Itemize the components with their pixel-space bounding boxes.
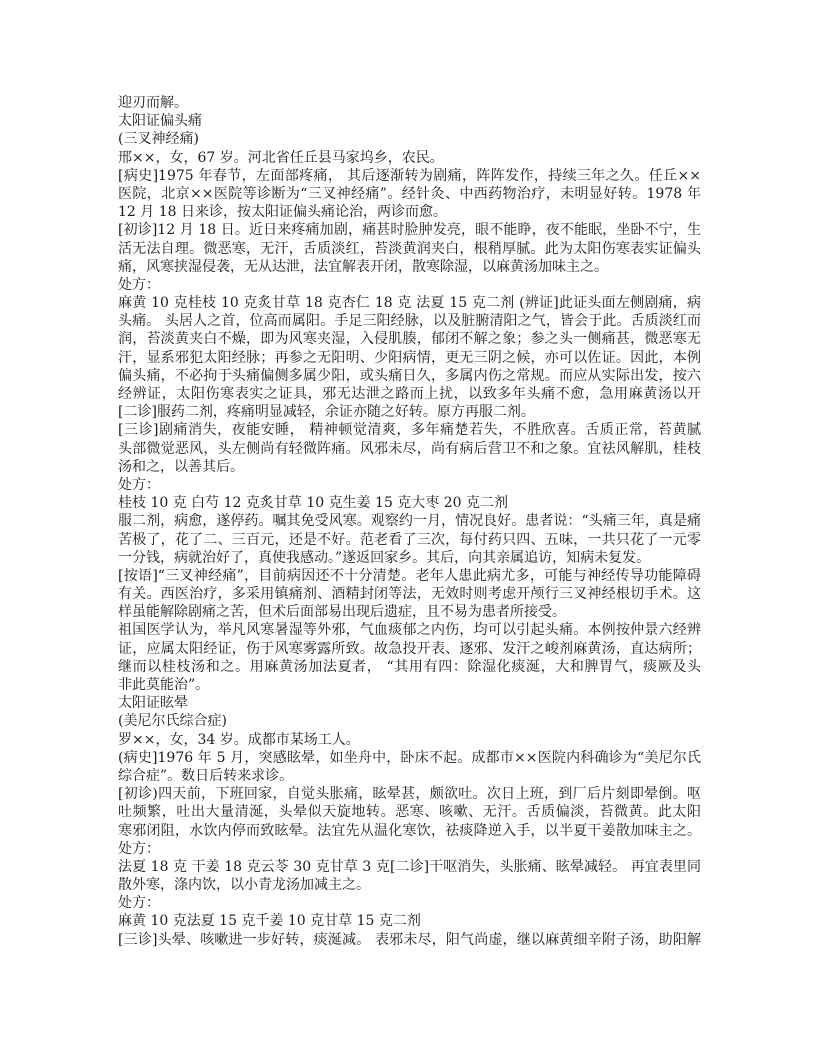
text-line: (美尼尔氏综合症) [118, 713, 227, 730]
text-line: 服二剂，病愈，遂停药。嘱其免受风寒。观察约一月，情况良好。患者说：“头痛三年，真是痛 [118, 513, 701, 530]
text-line: 邢××，女，67 岁。河北省任丘县马家坞乡，农民。 [118, 149, 444, 166]
section-heading: 太阳证偏头痛 [118, 113, 202, 130]
text-line: 12 月 18 日来诊，按太阳证偏头痛论治，两诊而愈。 [118, 204, 447, 221]
text-line: [初诊]12 月 18 日。近日来疼痛加剧，痛甚时脸肿发亮，眼不能睁，夜不能眠，坐卧不宁，生 [118, 222, 701, 239]
text-line: 迎刃而解。 [118, 95, 188, 111]
text-line: 头部微觉恶风，头左侧尚有轻微阵痛。风邪未尽，尚有病后营卫不和之象。宜祛风解肌，桂枝 [118, 440, 701, 457]
text-line: 经辨证，太阳伤寒表实之证具，邪无达泄之路而上扰，以致多年头痛不愈，急用麻黄汤以开 [118, 386, 701, 402]
document-page [118, 94, 701, 949]
text-line: 一分钱，病就治好了，真使我感动。”遂返回家乡。其后，向其亲属追访，知病未复发。 [118, 549, 651, 566]
text-line: 寒邪闭阻，水饮内停而致眩晕。法宜先从温化寒饮，祛痰降逆入手，以半夏干姜散加味主之。 [118, 822, 701, 839]
text-line: 罗××，女，34 岁。成都市某场工人。 [118, 731, 360, 748]
text-line: 吐频繁，吐出大量清涎，头晕似天旋地转。恶寒、咳嗽、无汗。舌质偏淡，苔微黄。此太阳 [118, 804, 701, 821]
text-line: 处方： [118, 895, 160, 912]
text-line: (三叉神经痛) [118, 131, 199, 148]
text-line: 麻黄 10 克桂枝 10 克炙甘草 18 克杏仁 18 克 法夏 15 克二剂 (辨证]此证头面左侧剧痛，病 [118, 295, 701, 312]
text-line: 偏头痛，不必拘于头痛偏侧多属少阳，或头痛日久，多属内伤之常规。而应从实际出发，按六 [118, 367, 701, 384]
text-line: 证，应属太阳经证，伤于风寒雾露所致。故急投开表、逐邪、发汗之峻剂麻黄汤，直达病所； [118, 640, 701, 657]
text-line: 继而以桂枝汤和之。用麻黄汤加法夏者， “其用有四：除湿化痰涎，大和脾胃气，痰厥及头 [118, 658, 701, 675]
text-line: 麻黄 10 克法夏 15 克千姜 10 克甘草 15 克二剂 [118, 913, 421, 930]
text-line: 汤和之，以善其后。 [118, 458, 244, 475]
text-line: 样虽能解除剧痛之苦，但术后面部易出现后遗症，且不易为患者所接受。 [118, 604, 566, 621]
text-line: 处方： [118, 476, 160, 493]
text-line: 头痛。 头居人之首，位高而属阳。手足三阳经脉，以及脏腑清阳之气，皆会于此。舌质淡红而 [118, 313, 701, 330]
text-line: 散外寒，涤内饮，以小青龙汤加减主之。 [118, 877, 370, 894]
text-line: 痛，风寒挟湿侵袭，无从达泄，法宜解表开闭，散寒除湿，以麻黄汤加味主之。 [118, 258, 608, 275]
text-line: 祖国医学认为，举凡风寒暑湿等外邪，气血痰郁之内伤，均可以引起头痛。本例按仲景六经辨 [118, 622, 701, 639]
text-line: 桂枝 10 克 白芍 12 克炙甘草 10 克生姜 15 克大枣 20 克二剂 [118, 495, 509, 512]
text-line: [初诊)四天前，下班回家，自觉头胀痛，眩晕甚，颇欲吐。次日上班，到厂后片刻即晕倒。呕 [118, 786, 701, 803]
text-line: [病史]1975 年春节，左面部疼痛， 其后逐渐转为剧痛，阵阵发作，持续三年之久。任丘×× [118, 167, 701, 184]
text-line: [三诊]头晕、咳嗽进一步好转，痰涎减。 表邪未尽，阳气尚虚，继以麻黄细辛附子汤，助阳解 [118, 931, 701, 948]
section-heading: 太阳证眩晕 [118, 695, 188, 712]
text-line: 有关。西医治疗，多采用镇痛剂、酒精封闭等法，无效时则考虑开颅行三叉神经根切手术。这 [118, 586, 701, 603]
text-line: 处方： [118, 276, 160, 293]
text-line: 活无法自理。微恶寒，无汗，舌质淡红，苔淡黄润夹白，根稍厚腻。此为太阳伤寒表实证偏头 [118, 240, 701, 257]
text-line: [二诊]服药二剂，疼痛明显减轻，余证亦随之好转。原方再服二剂。 [118, 404, 535, 421]
text-line: 处方： [118, 840, 160, 857]
text-line: 法夏 18 克 干姜 18 克云苓 30 克甘草 3 克[二诊]干呕消失，头胀痛、眩晕减轻。 再宜表里同 [118, 858, 701, 875]
text-line: [三诊]剧痛消失，夜能安睡， 精神顿觉清爽，多年痛楚若失，不胜欣喜。舌质正常，苔黄腻 [118, 422, 701, 439]
text-line: 汗，显系邪犯太阳经脉；再参之无阳明、少阳病情，更无三阴之候，亦可以佐证。因此，本例 [118, 349, 701, 366]
text-line: [按语]“三叉神经痛”，目前病因还不十分清楚。老年人患此病尤多，可能与神经传导功能障碍 [118, 567, 701, 584]
text-line: 非此莫能治”。 [118, 677, 210, 693]
text-line: (病史]1976 年 5 月，突感眩晕，如坐舟中，卧床不起。成都市××医院内科确诊为“美尼尔氏 [118, 749, 701, 766]
text-line: 苦极了，花了二、三百元，还是不好。范老看了三次，每付药只四、五味，一共只花了一元零 [118, 531, 701, 548]
text-line: 医院，北京××医院等诊断为“三叉神经痛”。经针灸、中西药物治疗，未明显好转。1978 年 [118, 185, 701, 202]
text-line: 润，苔淡黄夹白不燥，即为风寒夹湿，入侵肌腠，郁闭不解之象；参之头一侧痛甚，微恶寒无 [118, 331, 701, 348]
text-line: 综合症”。数日后转来求诊。 [118, 767, 294, 784]
